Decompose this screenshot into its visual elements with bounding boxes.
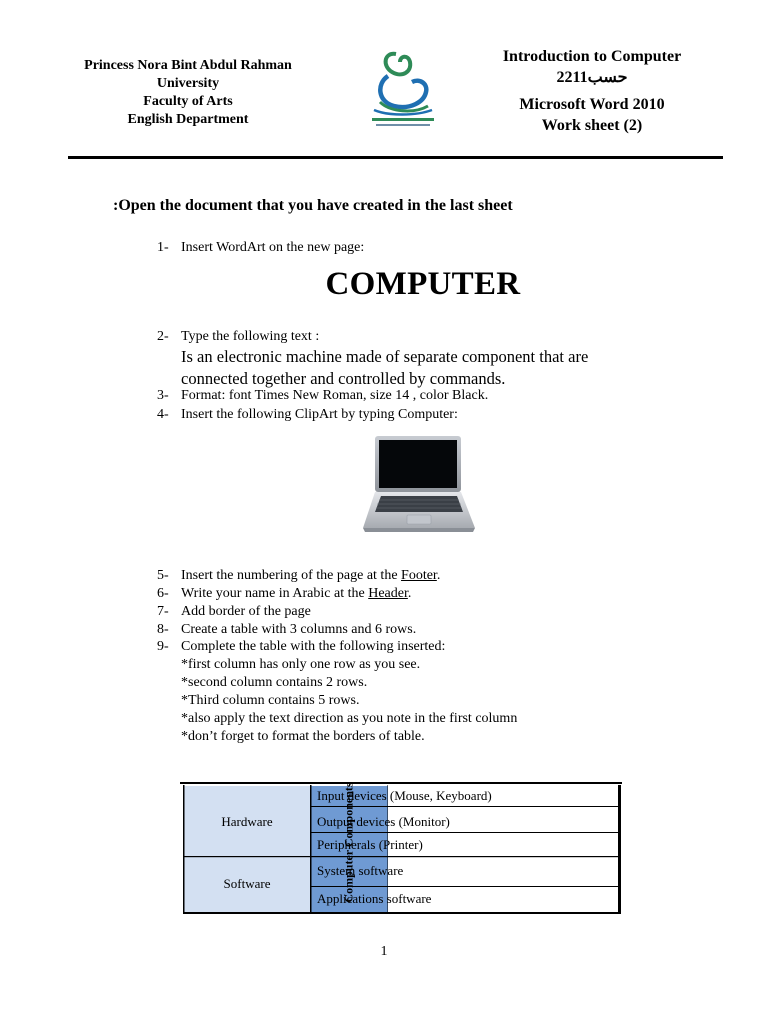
university-name-line-2: University — [156, 76, 220, 91]
note-line: *don’t forget to format the borders of table. — [181, 729, 425, 744]
university-logo — [366, 46, 440, 132]
group-column-fill — [184, 786, 310, 912]
faculty-name: Faculty of Arts — [143, 94, 233, 109]
step-text: Complete the table with the following inserted: — [181, 639, 446, 654]
step-text: Type the following text : — [181, 329, 320, 344]
course-title: Introduction to Computer — [502, 48, 682, 65]
header-divider — [68, 156, 723, 159]
worksheet-number: Work sheet (2) — [541, 117, 643, 134]
note-line: *second column contains 2 rows. — [181, 675, 368, 690]
components-table — [180, 782, 626, 914]
step-number: 6- — [157, 586, 169, 601]
program-name: Microsoft Word 2010 — [519, 96, 665, 113]
step-number: 8- — [157, 622, 169, 637]
item-output-devices: Output devices (Monitor) — [317, 814, 450, 829]
laptop-clipart — [345, 432, 483, 538]
item-applications-software: Applications software — [317, 891, 432, 906]
typed-text-line-2: connected together and controlled by commands. — [181, 369, 506, 388]
step-number: 9- — [157, 639, 169, 654]
university-name-line-1: Princess Nora Bint Abdul Rahman — [84, 58, 292, 73]
step-1 — [157, 239, 364, 257]
item-system-software: System software — [317, 863, 404, 878]
note-line: *first column has only one row as you see. — [181, 657, 421, 672]
item-input-devices: Input devices (Mouse, Keyboard) — [317, 788, 492, 803]
step-2 — [157, 328, 319, 346]
step-text: Insert the following ClipArt by typing Computer: — [181, 407, 458, 422]
typed-text-line-1: Is an electronic machine made of separate component that are — [181, 347, 589, 366]
page-number: 1 — [380, 944, 388, 959]
step-text: Insert the numbering of the page at the — [181, 568, 402, 583]
step-text: Format: font Times New Roman, size 14 , color Black. — [181, 388, 489, 403]
footer-term: Footer — [401, 568, 437, 583]
step-text-end: . — [436, 568, 441, 583]
step-8 — [157, 621, 416, 639]
step-text: Create a table with 3 columns and 6 rows. — [181, 622, 417, 637]
step-text-end: . — [407, 586, 412, 601]
step-number: 1- — [157, 240, 169, 255]
group-hardware: Hardware — [221, 814, 273, 829]
step-number: 2- — [157, 329, 169, 344]
group-software: Software — [223, 876, 271, 891]
note-line: *also apply the text direction as you note in the first column — [181, 711, 518, 726]
step-number: 7- — [157, 604, 169, 619]
step-5 — [157, 567, 440, 585]
course-code: 2211حسب — [556, 69, 628, 86]
step-7 — [157, 603, 311, 621]
course-header — [478, 46, 706, 136]
step-9 — [157, 638, 445, 656]
step-text: Write your name in Arabic at the — [181, 586, 369, 601]
table-top-border — [180, 782, 622, 784]
step-6 — [157, 585, 411, 603]
step-number: 3- — [157, 388, 169, 403]
item-peripherals: Peripherals (Printer) — [317, 837, 423, 852]
university-header — [62, 57, 314, 129]
instruction-heading: :Open the document that you have created in the last sheet — [113, 197, 513, 214]
step-number: 5- — [157, 568, 169, 583]
header-term: Header — [368, 586, 408, 601]
step-number: 4- — [157, 407, 169, 422]
step-3 — [157, 387, 488, 405]
vertical-header-computer-components: Computer Components — [341, 782, 356, 903]
department-name: English Department — [127, 112, 249, 127]
wordart-title: COMPUTER — [325, 266, 521, 302]
step-text: Add border of the page — [181, 604, 311, 619]
step-4 — [157, 406, 458, 424]
step-text: Insert WordArt on the new page: — [181, 240, 365, 255]
note-line: *Third column contains 5 rows. — [181, 693, 360, 708]
